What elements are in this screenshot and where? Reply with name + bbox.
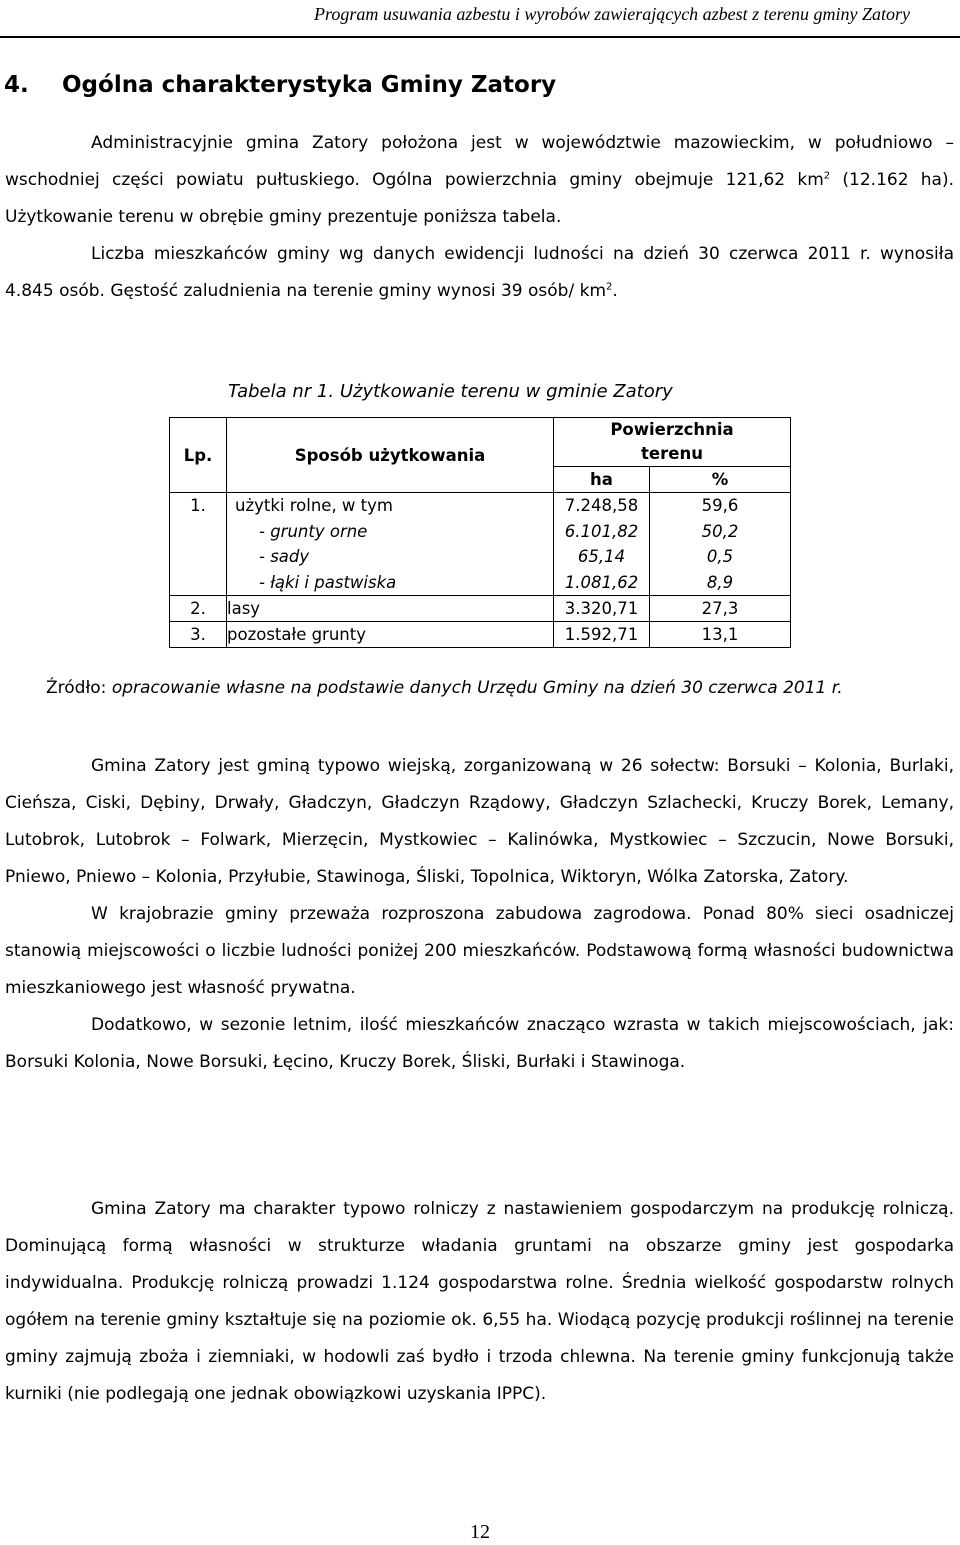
row3-pct: 13,1 bbox=[650, 622, 791, 648]
sub-row-name: - łąki i pastwiska bbox=[259, 572, 397, 592]
row2-lp: 2. bbox=[170, 596, 227, 622]
sub-row-ha: 6.101,82 bbox=[564, 521, 639, 541]
paragraph-villages bbox=[5, 748, 954, 896]
table-header-row bbox=[170, 418, 791, 467]
row1-pct bbox=[650, 493, 791, 596]
row1-ha-value: 7.248,58 bbox=[564, 496, 639, 515]
sub-row-pct: 8,9 bbox=[706, 572, 734, 592]
source-label: Źródło: bbox=[46, 678, 107, 698]
header-ha: ha bbox=[554, 467, 650, 493]
section-heading bbox=[4, 70, 556, 100]
intro-p1-text: Administracyjnie gmina Zatory położona jest w województwie mazowieckim, w południowo – wschodniej części powiatu pułtuskiego. Ogólna powierzchnia gminy obejmuje 121,62 km bbox=[5, 133, 954, 190]
paragraph-agriculture-text: Gmina Zatory ma charakter typowo rolniczy z nastawieniem gospodarczym na produkcję rolniczą. Dominującą formą własności w strukturze władania gruntami na obszarze gminy jest gospodarka indywidualna. Produkcję rolniczą prowadzi 1.124 gospodarstwa rolne. Średnia wielkość gospodarstw rolnych ogółem na terenie gminy kształtuje się na poziomie ok. 6,55 ha. Wiodącą pozycję produkcji roślinnej na terenie gminy zajmują zboża i ziemniaki, w hodowli zaś bydło i trzoda chlewna. Na terenie gminy funkcjonują także kurniki (nie podlegają one jednak obowiązkowi uzyskania IPPC). bbox=[5, 1199, 954, 1404]
row2-pct: 27,3 bbox=[650, 596, 791, 622]
row3-ha: 1.592,71 bbox=[554, 622, 650, 648]
table-row bbox=[170, 493, 791, 596]
body-text-1 bbox=[5, 748, 954, 1081]
intro-p1-superscript: 2 bbox=[823, 170, 831, 182]
header-pct: % bbox=[650, 467, 791, 493]
row1-pct-value: 59,6 bbox=[701, 496, 739, 515]
sub-row-pct: 0,5 bbox=[706, 547, 734, 566]
header-lp: Lp. bbox=[170, 418, 227, 493]
table-source bbox=[46, 673, 843, 703]
paragraph-villages-text: Gmina Zatory jest gminą typowo wiejską, zorganizowaną w 26 sołectw: Borsuki – Kolonia, Burlaki, Cieńsza, Ciski, Dębiny, Drwały, Gładczyn, Gładczyn Rządowy, Gładczyn Szlachecki, Kruczy Borek, Lemany, Lutobrok, Lutobrok – Folwark, Mierzęcin, Mystkowiec – Kalinówka, Mystkowiec – Szczucin, Nowe Borsuki, Pniewo, Pniewo – Kolonia, Przyłubie, Stawinoga, Śliski, Topolnica, Wiktoryn, Wólka Zatorska, Zatory. bbox=[5, 756, 954, 887]
source-text: opracowanie własne na podstawie danych Urzędu Gminy na dzień 30 czerwca 2011 r. bbox=[106, 678, 843, 698]
section-title: Ogólna charakterystyka Gminy Zatory bbox=[62, 72, 557, 98]
running-header bbox=[0, 0, 960, 38]
sub-row-name: - grunty orne bbox=[259, 521, 368, 541]
sub-row-ha: 1.081,62 bbox=[564, 572, 639, 592]
sub-row-pct: 50,2 bbox=[701, 521, 739, 541]
intro-p2-superscript: 2 bbox=[606, 281, 613, 293]
header-area bbox=[554, 418, 791, 467]
intro-p2-text-end: . bbox=[612, 281, 618, 301]
paragraph-summer bbox=[5, 1007, 954, 1081]
running-header-title: Program usuwania azbestu i wyrobów zawierających azbest z terenu gminy Zatory bbox=[314, 4, 910, 24]
paragraph-settlement-text: W krajobrazie gminy przeważa rozproszona zabudowa zagrodowa. Ponad 80% sieci osadniczej stanowią miejscowości o liczbie ludności poniżej 200 mieszkańców. Podstawową formą własności budownictwa mieszkaniowego jest własność prywatna. bbox=[5, 904, 954, 998]
paragraph-settlement bbox=[5, 896, 954, 1007]
sub-row-name: - sady bbox=[259, 547, 310, 566]
sub-row-ha: 65,14 bbox=[577, 547, 626, 566]
row1-lp-value: 1. bbox=[190, 496, 206, 515]
row1-name-value: użytki rolne, w tym bbox=[235, 496, 393, 515]
row1-name bbox=[227, 493, 554, 596]
row1-lp bbox=[170, 493, 227, 596]
intro-paragraph-2 bbox=[5, 236, 954, 310]
row3-name: pozostałe grunty bbox=[227, 622, 554, 648]
paragraph-summer-text: Dodatkowo, w sezonie letnim, ilość mieszkańców znacząco wzrasta w takich miejscowościach, jak: Borsuki Kolonia, Nowe Borsuki, Łęcino, Kruczy Borek, Śliski, Burłaki i Stawinoga. bbox=[5, 1015, 954, 1072]
intro-text bbox=[5, 125, 954, 310]
row2-ha: 3.320,71 bbox=[554, 596, 650, 622]
page-number: 12 bbox=[470, 1521, 490, 1543]
intro-paragraph-1 bbox=[5, 125, 954, 236]
header-area-label: Powierzchnia terenu bbox=[610, 420, 734, 463]
table-row bbox=[170, 596, 791, 622]
row1-ha bbox=[554, 493, 650, 596]
paragraph-agriculture bbox=[5, 1191, 954, 1413]
table-row bbox=[170, 622, 791, 648]
intro-p2-text: Liczba mieszkańców gminy wg danych ewidencji ludności na dzień 30 czerwca 2011 r. wynosiła 4.845 osób. Gęstość zaludnienia na terenie gminy wynosi 39 osób/ km bbox=[5, 244, 954, 301]
body-text-2 bbox=[5, 1191, 954, 1413]
row3-lp: 3. bbox=[170, 622, 227, 648]
land-use-table bbox=[169, 417, 791, 648]
table-caption: Tabela nr 1. Użytkowanie terenu w gminie Zatory bbox=[228, 381, 673, 402]
row2-name: lasy bbox=[227, 596, 554, 622]
header-name: Sposób użytkowania bbox=[227, 418, 554, 493]
section-number: 4. bbox=[4, 72, 29, 98]
intro-p1-text-end: (12.162 ha). Użytkowanie terenu w obrębie gminy prezentuje poniższa tabela. bbox=[5, 170, 955, 227]
